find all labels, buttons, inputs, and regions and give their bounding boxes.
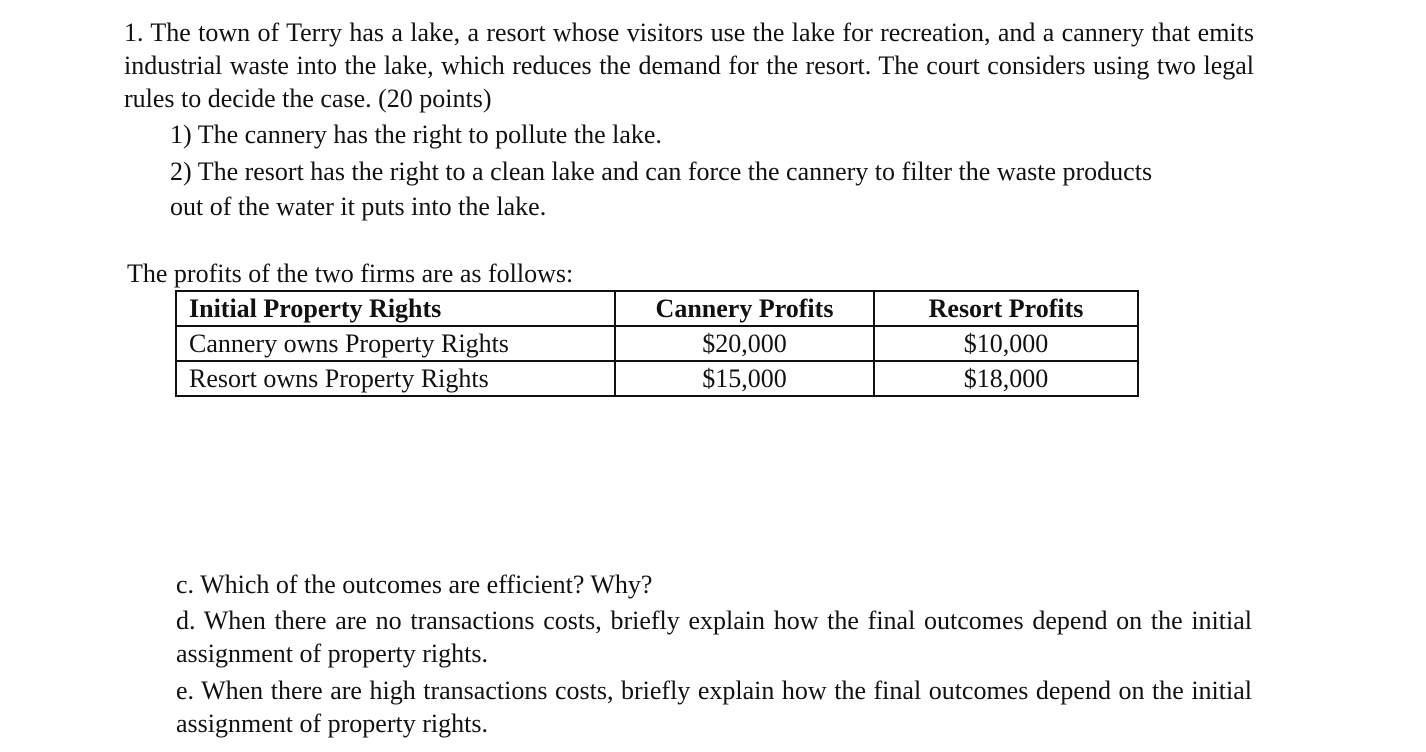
- header-cannery-profits: Cannery Profits: [615, 291, 874, 326]
- cannery-profit-cell: $20,000: [615, 326, 874, 361]
- legal-rule-2: 2) The resort has the right to a clean lake and can force the cannery to filter the waste products: [170, 157, 1153, 186]
- resort-profit-cell: $18,000: [874, 361, 1138, 396]
- cannery-profit-cell: $15,000: [615, 361, 874, 396]
- table-header-row: [176, 291, 1138, 326]
- legal-rule-2-continued: out of the water it puts into the lake.: [170, 192, 547, 221]
- profit-table: [175, 290, 1139, 397]
- row-label: Cannery owns Property Rights: [176, 326, 615, 361]
- question-e: e. When there are high transactions costs, briefly explain how the final outcomes depend on the initial assignment of property rights.: [176, 676, 1252, 738]
- table-row: [176, 361, 1138, 396]
- header-resort-profits: Resort Profits: [874, 291, 1138, 326]
- table-row: [176, 326, 1138, 361]
- question-d: d. When there are no transactions costs, briefly explain how the final outcomes depend on the initial assignment of property rights.: [176, 606, 1252, 668]
- resort-profit-cell: $10,000: [874, 326, 1138, 361]
- table-lead-text: The profits of the two firms are as follows:: [127, 259, 574, 288]
- problem-intro: 1. The town of Terry has a lake, a resort whose visitors use the lake for recreation, and a cannery that emits industrial waste into the lake, which reduces the demand for the resort. The court considers using two legal rules to decide the case. (20 points): [124, 18, 1254, 113]
- question-c: c. Which of the outcomes are efficient? Why?: [176, 570, 653, 599]
- legal-rule-1: 1) The cannery has the right to pollute the lake.: [170, 120, 662, 149]
- row-label: Resort owns Property Rights: [176, 361, 615, 396]
- header-initial-property-rights: Initial Property Rights: [176, 291, 615, 326]
